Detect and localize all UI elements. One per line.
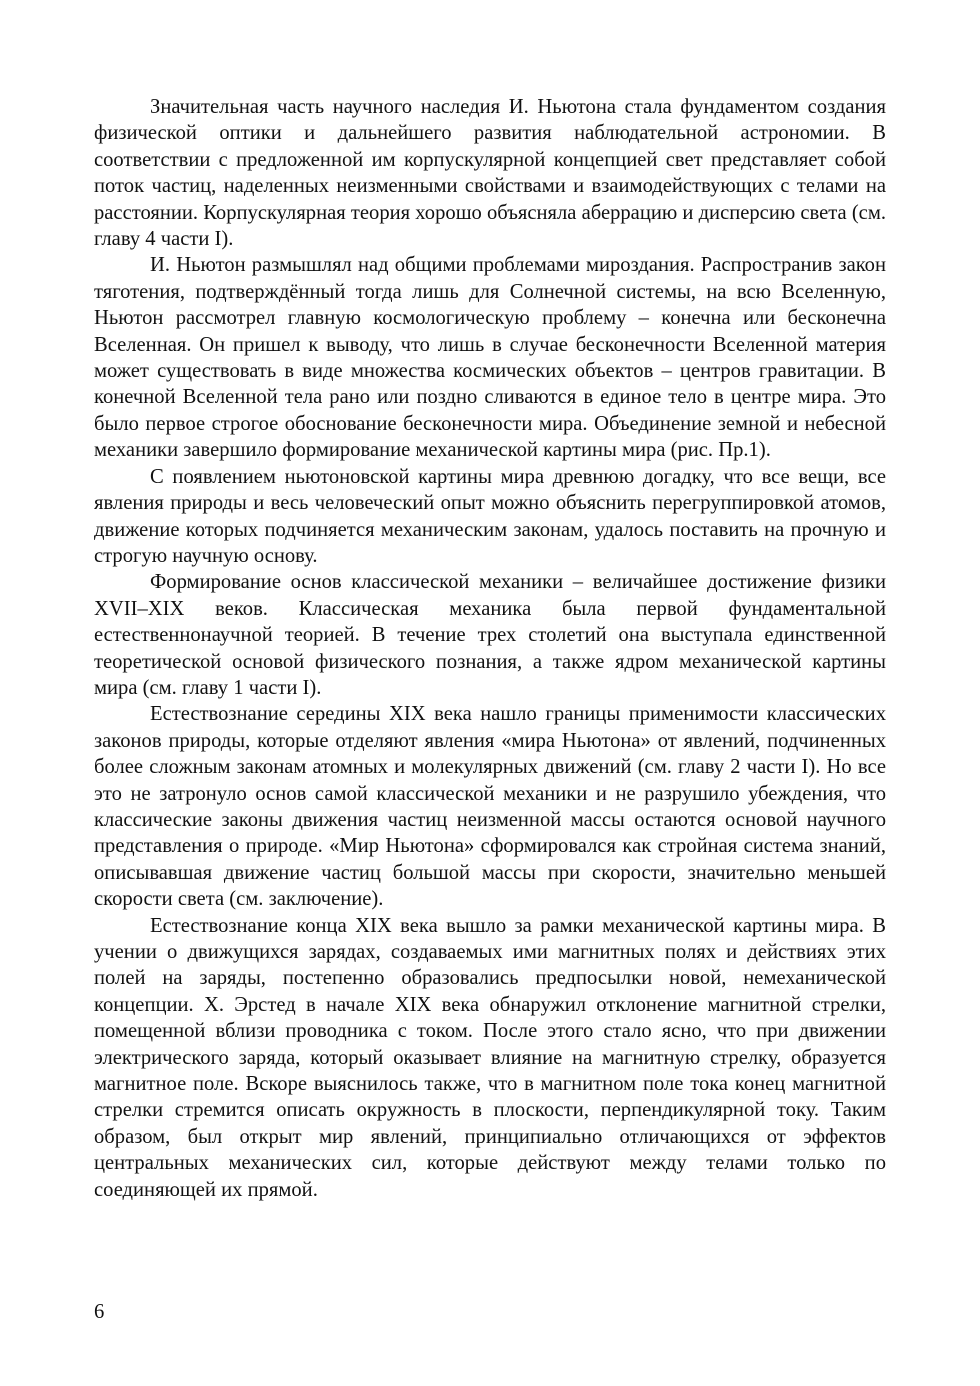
paragraph-1: Значительная часть научного наследия И. Ньютона стала фундаментом создания физической оптики и дальнейшего развития наблюдательной астрономии. В соответствии с предложенной им корпускулярной концепцией свет представляет собой поток частиц, наделенных неизменными свойствами и взаимодействующих с телами на расстоянии. Корпускулярная теория хорошо объясняла аберрацию и дисперсию света (см. главу 4 части I). <box>94 96 886 251</box>
paragraph-4: Формирование основ классической механики – величайшее достижение физики XVII–XIX веков. Классическая механика была первой фундаментальной естественнонаучной теорией. В течение трех столетий она выступала единственной теоретической основой физического познания, а также ядром механической картины мира (см. главу 1 части I). <box>94 571 886 699</box>
paragraph-6: Естествознание конца XIX века вышло за рамки механической картины мира. В учении о движущихся зарядах, создаваемых ими магнитных полях и действиях этих полей на заряды, постепенно образовались предпосылки новой, немеханической концепции. Х. Эрстед в начале XIX века обнаружил отклонение магнитной стрелки, помещенной вблизи проводника с током. После этого стало ясно, что при движении электрического заряда, который оказывает влияние на магнитную стрелку, образуется магнитное поле. Вскоре выяснилось также, что в магнитном поле тока конец магнитной стрелки стремится описать окружность в плоскости, перпендикулярной току. Таким образом, был открыт мир явлений, принципиально отличающихся от эффектов центральных механических сил, которые действуют между телами только по соединяющей их прямой. <box>94 914 886 1201</box>
page-body <box>94 94 886 1203</box>
paragraph-2: И. Ньютон размышлял над общими проблемами мироздания. Распространив закон тяготения, подтверждённый тогда лишь для Солнечной системы, на всю Вселенную, Ньютон рассмотрел главную космологическую проблему – конечна или бесконечна Вселенная. Он пришел к выводу, что лишь в случае бесконечности Вселенной материя может существовать в виде множества космических объектов – центров гравитации. В конечной Вселенной тела рано или поздно сливаются в единое тело в центре мира. Это было первое строгое обоснование бесконечности мира. Объединение земной и небесной механики завершило формирование механической картины мира (рис. Пр.1). <box>94 254 886 462</box>
page-number: 6 <box>94 1301 105 1323</box>
paragraph-3: С появлением ньютоновской картины мира древнюю догадку, что все вещи, все явления природы и весь человеческий опыт можно объяснить перегруппировкой атомов, движение которых подчиняется механическим законам, удалось поставить на прочную и строгую научную основу. <box>94 465 886 567</box>
paragraph-5: Естествознание середины XIX века нашло границы применимости классических законов природы, которые отделяют явления «мира Ньютона» от явлений, подчиненных более сложным законам атомных и молекулярных движений (см. главу 2 части I). Но все это не затронуло основ самой классической механики и не разрушило убеждения, что классические законы движения частиц неизменной массы остаются основой научного представления о природе. «Мир Ньютона» сформировался как стройная система знаний, описывавшая движение частиц большой массы при скорости, значительно меньшей скорости света (см. заключение). <box>94 703 886 911</box>
